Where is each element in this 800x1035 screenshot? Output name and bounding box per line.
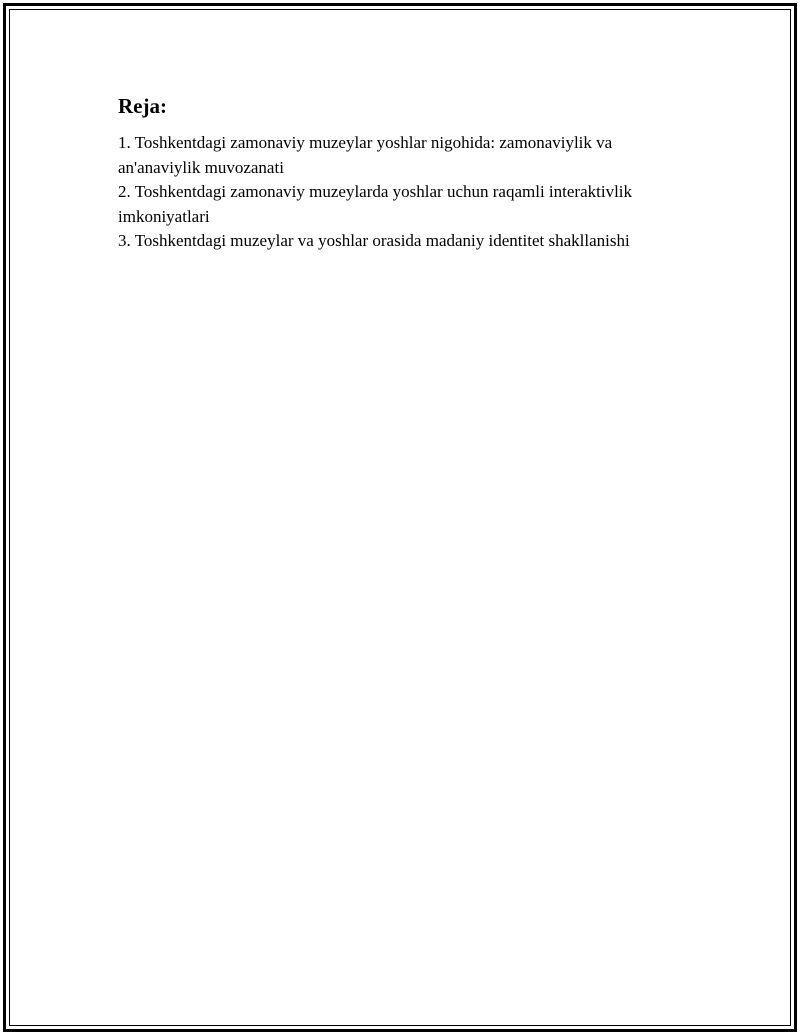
plan-item: 1. Toshkentdagi zamonaviy muzeylar yoshlar nigohida: zamonaviylik va an'anaviylik muvozanati	[118, 133, 613, 177]
plan-item: 2. Toshkentdagi zamonaviy muzeylarda yoshlar uchun raqamli interaktivlik imkoniyatlari	[118, 182, 633, 226]
page-content	[118, 94, 698, 254]
plan-heading: Reja:	[118, 94, 167, 118]
plan-list	[118, 131, 698, 254]
plan-item: 3. Toshkentdagi muzeylar va yoshlar orasida madaniy identitet shakllanishi	[118, 231, 630, 250]
